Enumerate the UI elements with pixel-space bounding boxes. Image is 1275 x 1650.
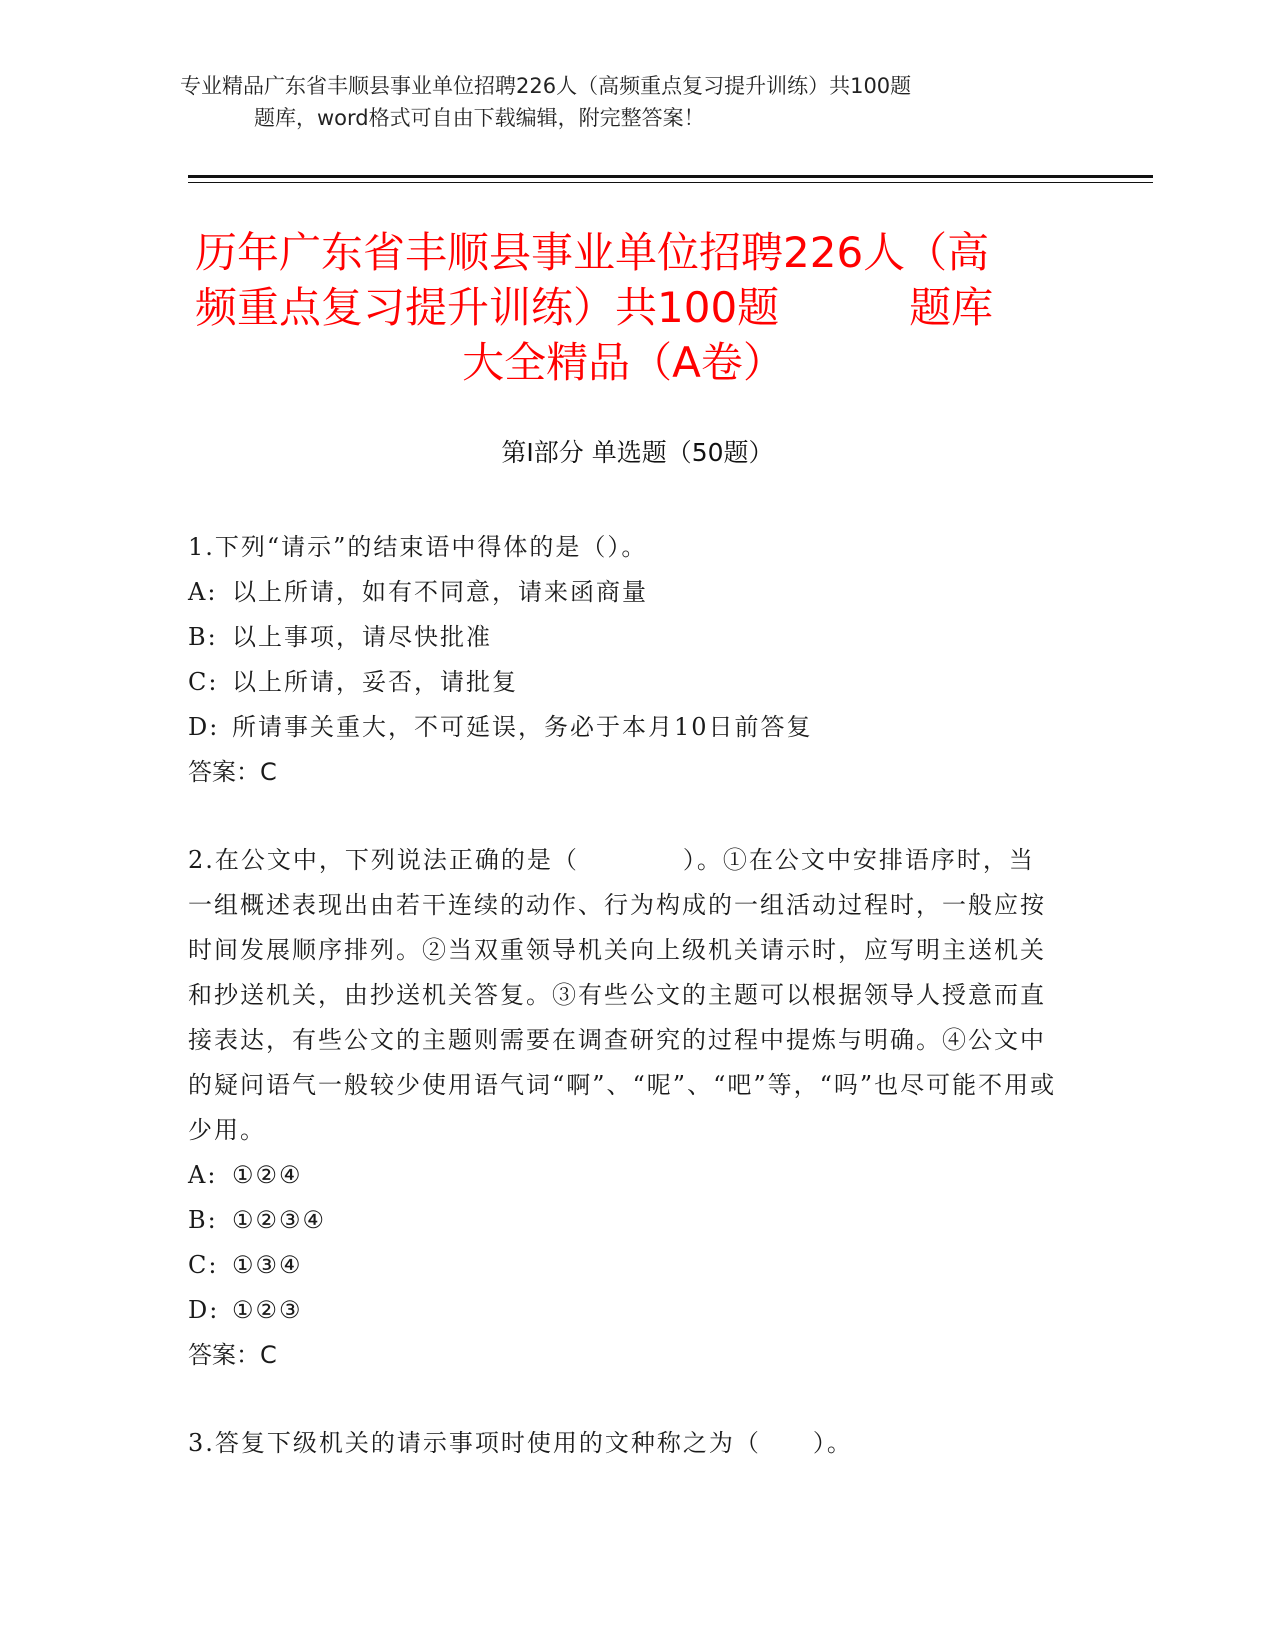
option-text: 所请事关重大，不可延误，务必于本月10日前答复 (232, 713, 813, 741)
option-text: 以上所请，妥否，请批复 (232, 668, 518, 696)
option-c (188, 1243, 1058, 1288)
option-letter: D: (188, 1296, 220, 1324)
header-line-1: 专业精品广东省丰顺县事业单位招聘226人（高频重点复习提升训练）共100题 (180, 74, 912, 98)
option-letter: D: (188, 713, 220, 741)
option-text: ①②④ (232, 1161, 303, 1189)
title-line-2 (195, 280, 1080, 335)
document-title (195, 225, 1080, 390)
option-b (188, 615, 1058, 660)
document-header (180, 70, 1060, 134)
option-a (188, 570, 1058, 615)
title-line-1: 历年广东省丰顺县事业单位招聘226人（高 (195, 228, 990, 277)
question-1 (188, 525, 1058, 795)
header-divider-thick (188, 175, 1153, 178)
option-c (188, 660, 1058, 705)
header-line-2: 题库，word格式可自由下载编辑，附完整答案！ (254, 106, 705, 130)
option-text: ①③④ (232, 1251, 303, 1279)
question-3 (188, 1421, 1058, 1466)
option-text: ①②③④ (232, 1206, 327, 1234)
option-letter: B: (188, 623, 218, 651)
header-divider-thin (188, 182, 1153, 183)
section-heading: 第I部分 单选题（50题） (501, 438, 774, 467)
option-text: ①②③ (232, 1296, 303, 1324)
option-b (188, 1198, 1058, 1243)
answer: 答案：C (188, 1341, 277, 1369)
option-letter: A: (188, 1161, 218, 1189)
answer: 答案：C (188, 758, 277, 786)
option-d (188, 705, 1058, 750)
question-stem: 1.下列“请示”的结束语中得体的是（）。 (188, 533, 648, 561)
option-text: 以上事项，请尽快批准 (232, 623, 492, 651)
title-line-3: 大全精品（A卷） (462, 338, 785, 387)
option-text: 以上所请，如有不同意，请来函商量 (232, 578, 648, 606)
title-line-2-part-b: 题库 (909, 283, 994, 332)
question-2 (188, 838, 1058, 1378)
option-letter: C: (188, 668, 219, 696)
title-line-2-part-a: 频重点复习提升训练）共100题 (195, 283, 780, 332)
option-d (188, 1288, 1058, 1333)
option-letter: C: (188, 1251, 219, 1279)
option-a (188, 1153, 1058, 1198)
question-stem: 2.在公文中，下列说法正确的是（ ）。①在公文中安排语序时，当一组概述表现出由若干连续的动作、行为构成的一组活动过程时，一般应按时间发展顺序排列。②当双重领导机关向上级机关请示时，应写明主送机关和抄送机关，由抄送机关答复。③有些公文的主题可以根据领导人授意而直接表达，有些公文的主题则需要在调查研究的过程中提炼与明确。④公文中的疑问语气一般较少使用语气词“啊”、“呢”、“吧”等，“吗”也尽可能不用或少用。 (188, 846, 1057, 1144)
option-letter: B: (188, 1206, 218, 1234)
question-list (188, 525, 1058, 1509)
question-stem: 3.答复下级机关的请示事项时使用的文种称之为（ ）。 (188, 1429, 853, 1457)
option-letter: A: (188, 578, 218, 606)
